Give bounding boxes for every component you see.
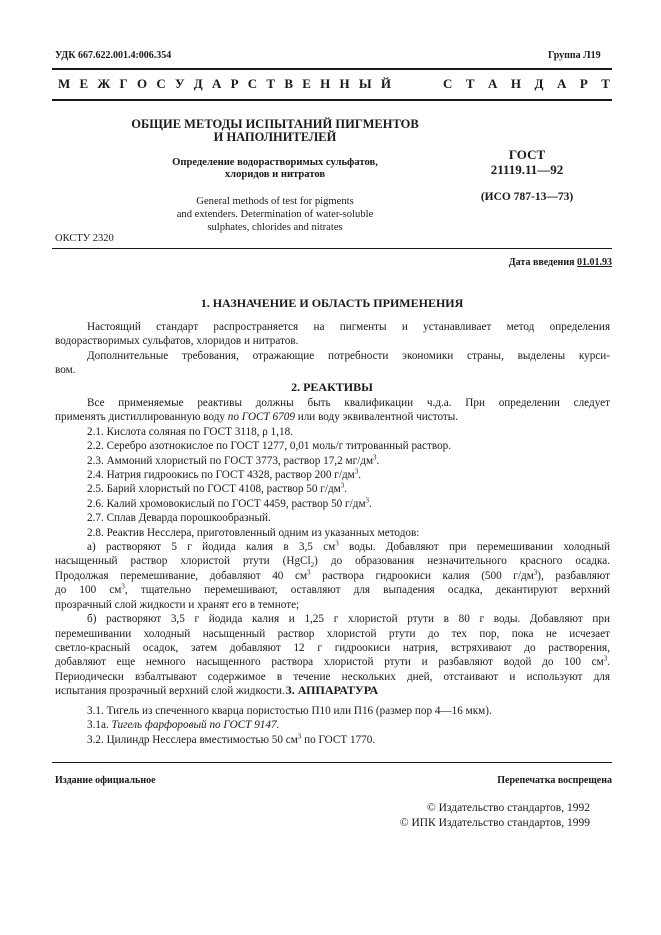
reagent-item: 2.8. Реактив Несслера, приготовленный одним из указанных методов: (87, 526, 420, 539)
section-2-heading: 2. РЕАКТИВЫ (291, 380, 373, 394)
banner-letter: Т (266, 76, 276, 91)
banner-letter: В (284, 76, 293, 91)
okstu-code: ОКСТУ 2320 (55, 233, 114, 244)
banner-letter: А (211, 76, 222, 91)
apparatus-item: 3.1а. Тигель фарфоровый по ГОСТ 9147. (87, 719, 280, 732)
title-line-1: ОБЩИЕ МЕТОДЫ ИСПЫТАНИЙ ПИГМЕНТОВ (131, 117, 419, 131)
banner-letter: Ы (358, 76, 372, 91)
iso-reference: (ИСО 787-13—73) (480, 191, 574, 203)
banner-letter: Ж (97, 76, 111, 91)
banner-right (443, 76, 610, 92)
header-rule (52, 248, 612, 249)
banner-letter: Г (119, 76, 128, 91)
copyright-1999: © ИПК Издательство стандартов, 1999 (399, 817, 590, 829)
banner (58, 76, 610, 92)
section-1-body: Настоящий стандарт распространяется на пигменты и устанавливает метод определения водорастворимых сульфатов, хлоридов и нитратов. Дополнительные требования, отражающие потребности экономики страны, выделены курси- вом. (55, 321, 610, 377)
footer-rule (52, 762, 612, 763)
banner-letter: А (488, 76, 498, 91)
group-code: Группа Л19 (548, 50, 601, 61)
banner-letter: Е (79, 76, 89, 91)
english-title-line-1: General methods of test for pigments (196, 196, 354, 207)
section-1-heading: 1. НАЗНАЧЕНИЕ И ОБЛАСТЬ ПРИМЕНЕНИЯ (200, 296, 464, 310)
banner-letter: О (137, 76, 148, 91)
title-line-2: И НАПОЛНИТЕЛЕЙ (213, 130, 337, 144)
banner-letter: М (58, 76, 71, 91)
gost-number: 21119.11—92 (490, 162, 564, 177)
banner-letter: У (175, 76, 185, 91)
subtitle-line-2: хлоридов и нитратов (224, 169, 326, 180)
banner-letter: А (556, 76, 567, 91)
banner-letter: Т (465, 76, 475, 91)
banner-letter: Й (380, 76, 391, 91)
copyright-1992: © Издательство стандартов, 1992 (426, 802, 590, 814)
gost-designation (462, 147, 592, 177)
official-edition: Издание официальное (55, 775, 156, 786)
copyright-block (380, 801, 590, 831)
banner-letter: Е (302, 76, 311, 91)
banner-letter: Д (534, 76, 544, 91)
banner-letter: С (443, 76, 453, 91)
banner-letter: С (247, 76, 258, 91)
document-subtitle (100, 157, 450, 181)
reagent-item: 2.2. Серебро азотнокислое по ГОСТ 1277, 0,01 моль/г титрованный раствор. (87, 440, 452, 453)
banner-letter: С (156, 76, 166, 91)
subtitle-line-1: Определение водорастворимых сульфатов, (172, 157, 378, 168)
reprint-prohibited: Перепечатка воспрещена (497, 775, 612, 786)
document-title (100, 118, 450, 144)
banner-letter: Д (193, 76, 203, 91)
banner-letter: Н (320, 76, 331, 91)
reagent-item: 2.5. Барий хлористый по ГОСТ 4108, раствор 50 $г/дм^3$. (87, 481, 348, 496)
section-3-body (55, 704, 610, 747)
effective-date (470, 257, 612, 268)
english-title-line-2: and extenders. Determination of water-soluble (176, 209, 374, 220)
english-title-line-3: sulphates, chlorides and nitrates (207, 222, 343, 233)
reagent-item: 2.3. Аммоний хлористый по ГОСТ 3773, раствор 17,2 $мг/дм^3$. (87, 452, 380, 467)
banner-letter: Р (579, 76, 588, 91)
effective-date-label: Дата введения (508, 257, 575, 268)
banner-left (58, 76, 391, 92)
banner-top-rule (52, 68, 612, 70)
reagent-item: 2.1. Кислота соляная по ГОСТ 3118, ρ 1,18. (87, 425, 294, 438)
apparatus-item: 3.2. Цилиндр Несслера вместимостью 50 $см^3$ по ГОСТ 1770. (87, 732, 376, 746)
banner-letter: Н (510, 76, 522, 91)
reagent-item: 2.6. Калий хромовокислый по ГОСТ 4459, раствор 50 $г/дм^3$. (87, 496, 372, 510)
reagent-item: 2.4. Натрия гидроокись по ГОСТ 4328, раствор 200 $г/дм^3$. (87, 467, 362, 482)
banner-letter: Н (339, 76, 350, 91)
english-title (100, 195, 450, 234)
section-2-body: Все применяемые реактивы должны быть квалификации ч.д.а. При определении следует применять дистиллированную воду по ГОСТ 6709 или воду эквивалентной чистоты. 2.1. Кислота соляная по ГОСТ 3118, ρ 1,18. 2.2. Серебро азотнокислое по ГОСТ 1277, 0,01 моль/г титрованный раствор. 2.3. Аммоний хлористый по ГОСТ 3773, раствор 17,2 $мг/дм^3$. 2.4. Натрия гидроокись по ГОСТ 4328, раствор 200 $г/дм^3$. 2.5. Барий хлористый по ГОСТ 4108, раствор 50 $г/дм^3$. 2.6. Калий хромовокислый по ГОСТ 4459, раствор 50 $г/дм^3$. 2.7. Сплав Деварда порошкообразный. 2.8. Реактив Несслера, приготовленный одним из указанных методов: а) растворяют 5 г йодида калия в 3,5 $см^3$ воды. Добавляют при перемешивании холодный насыщенный раствор хлористой ртути (HgCl$_2$) до образования незначительного красного осадка. Продолжая перемешивание, добавляют 40 $см^3$ раствора гидроокиси калия (500 $г/дм^3$), разбавляют до 100 $см^3$, тщательно перемешивают, оставляют для выпадения осадка, декантируют верхний прозрачный слой жидкости и хранят его в темноте; б) растворяют 3,5 г йодида калия и 1,25 г хлористой ртути в 80 г воды. Добавляют при перемешивании холодный насыщенный раствор хлористой ртути до тех пор, пока не исчезает светло-красный осадок, затем добавляют 12 г гидроокиси натрия, встряхивают до растворения, добавляют еще немного насыщенного раствора хлористой ртути и разбавляют водой до 100 $см^3$. Периодически взбалтывают содержимое в течение нескольких дней, отстаивают и используют для испытания прозрачный верхний слой жидкости. (55, 397, 611, 698)
banner-letter: Р (230, 76, 239, 91)
apparatus-item: 3.1. Тигель из спеченного кварца пористостью П10 или П16 (размер пор 4—16 мкм). (87, 705, 492, 717)
section-3-heading: 3. АППАРАТУРА (285, 683, 379, 697)
udk-code: УДК 667.622.001.4:006.354 (55, 50, 172, 61)
banner-letter: Т (601, 76, 610, 91)
gost-label: ГОСТ (508, 147, 546, 162)
effective-date-value: 01.01.93 (577, 257, 612, 268)
banner-bottom-rule (52, 99, 612, 101)
reagent-item: 2.7. Сплав Деварда порошкообразный. (87, 512, 271, 525)
